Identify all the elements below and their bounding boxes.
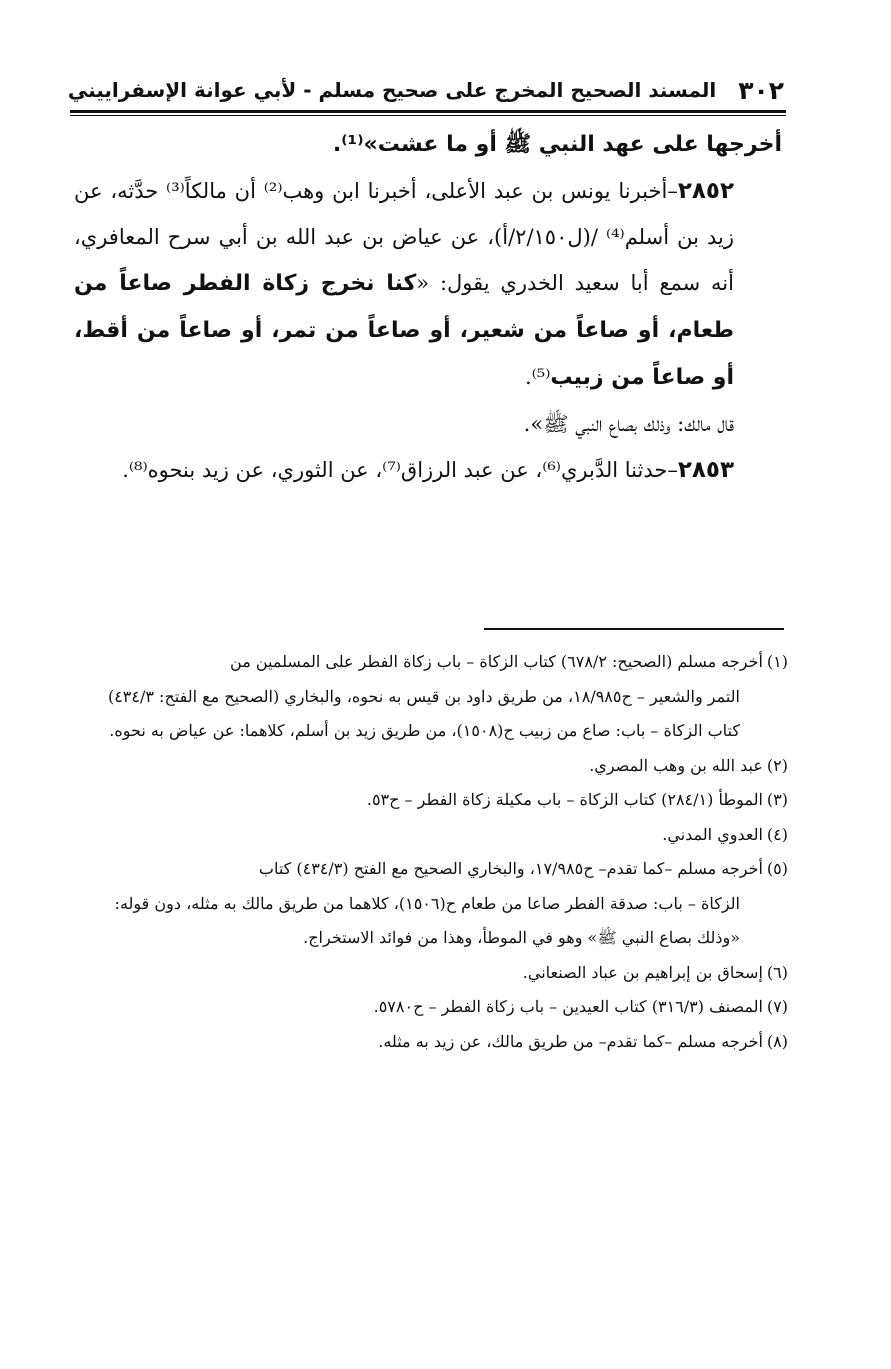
footnote-text: المصنف (٣١٦/٣) كتاب العيدين – باب زكاة الفطر – ح٥٧٨٠.	[373, 997, 763, 1016]
book-title: المسند الصحيح المخرج على صحيح مسلم - لأبي عوانة الإسفراييني	[67, 78, 717, 102]
footnote-text-cont: الزكاة – باب: صدقة الفطر صاعا من طعام ح(١٥٠٦)، كلاهما من طريق مالك به مثله، دون قوله: «وذلك بصاع النبي ﷺ» وهو في الموطأ، وهذا من فوائد الاستخراج.	[114, 893, 740, 947]
footnote-text: إسحاق بن إبراهيم بن عباد الصنعاني.	[522, 962, 763, 982]
footnote-6	[76, 956, 788, 991]
footnote-marker: (٢)	[766, 755, 788, 775]
footnote-text: العدوي المدني.	[662, 824, 763, 844]
isnad-text: –أخبرنا يونس بن عبد الأعلى، أخبرنا ابن وهب⁽²⁾ أن مالكاً⁽³⁾ حدَّثه، عن زيد بن أسلم⁽⁴⁾ /(ل٢/١٥٠/أ)، عن عياض بن عبد الله بن أبي سرح المعافري، أنه سمع أبا سعيد الخدري يقول: «	[74, 179, 734, 295]
footnote-text: عبد الله بن وهب المصري.	[589, 755, 763, 775]
footnote-text: الموطأ (٢٨٤/١) كتاب الزكاة – باب مكيلة زكاة الفطر – ح٥٣.	[366, 790, 763, 809]
footnote-marker: (٤)	[766, 824, 788, 844]
footnote-separator	[484, 628, 784, 630]
footnote-text-cont: التمر والشعير – ح١٨/٩٨٥، من طريق داود بن قيس به نحوه، والبخاري (الصحيح مع الفتح: ٤٣٤/٣) كتاب الزكاة – باب: صاع من زبيب ح(١٥٠٨)، من طريق زيد بن أسلم، كلاهما: عن عياض به نحوه.	[107, 686, 740, 740]
footnote-2	[76, 749, 788, 784]
footnote-marker: (٥)	[766, 859, 788, 878]
footnote-text: أخرجه مسلم (الصحيح: ٦٧٨/٢) كتاب الزكاة – باب زكاة الفطر على المسلمين من	[230, 652, 763, 671]
header-rule-thin	[70, 115, 786, 116]
page-number: ٣٠٢	[738, 75, 784, 105]
footnote-marker: (١)	[766, 652, 788, 671]
footnote-marker: (٨)	[766, 1031, 788, 1051]
malik-quote: قال مالك: وذلك بصاع النبي ﷺ».	[523, 412, 734, 436]
hadith-2852	[74, 168, 782, 401]
main-text	[74, 122, 782, 493]
footnote-marker: (٧)	[766, 997, 788, 1016]
footnote-1	[76, 645, 788, 749]
footnote-8	[76, 1025, 788, 1060]
footnote-5	[76, 852, 788, 956]
hadith-continuation: أخرجها على عهد النبي ﷺ أو ما عشت»⁽¹⁾.	[332, 132, 782, 157]
running-header	[67, 68, 784, 112]
matn-end: ⁽⁵⁾.	[524, 365, 551, 389]
footnote-text: أخرجه مسلم –كما تقدم– ح١٧/٩٨٥، والبخاري الصحيح مع الفتح (٤٣٤/٣) كتاب	[258, 859, 763, 878]
footnotes	[76, 645, 788, 1059]
footnote-marker: (٣)	[766, 790, 788, 809]
footnote-text: أخرجه مسلم –كما تقدم– من طريق مالك، عن زيد به مثله.	[378, 1031, 763, 1051]
hadith-2853	[74, 447, 782, 493]
hadith-number: ٢٨٥٢	[677, 178, 734, 204]
isnad-text: –حدثنا الدَّبري⁽⁶⁾، عن عبد الرزاق⁽⁷⁾، عن الثوري، عن زيد بنحوه⁽⁸⁾.	[122, 458, 678, 482]
hadith-number: ٢٨٥٣	[677, 457, 734, 483]
header-rule	[70, 110, 786, 113]
footnote-marker: (٦)	[766, 962, 788, 982]
footnote-7	[76, 990, 788, 1025]
footnote-3	[76, 783, 788, 818]
matn-text: كنا نخرج زكاة الفطر صاعاً من طعام، أو صاعاً من شعير، أو صاعاً من تمر، أو صاعاً من أقط، أو صاعاً من زبيب	[74, 271, 734, 390]
footnote-4	[76, 818, 788, 853]
